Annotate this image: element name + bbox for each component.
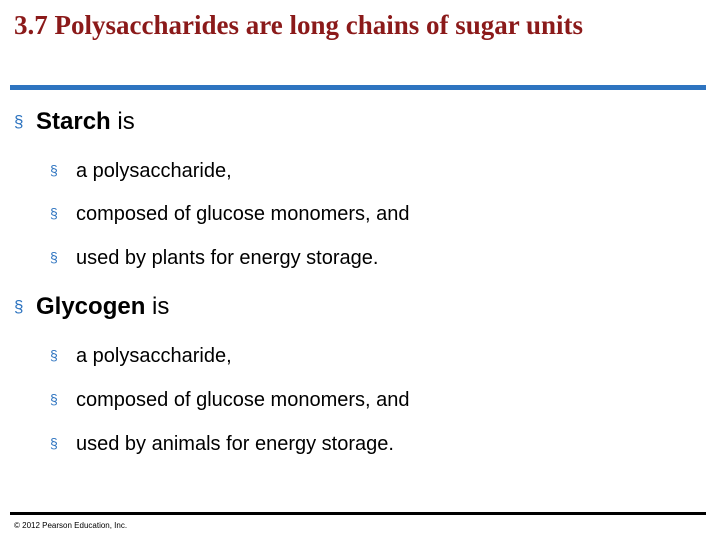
copyright-notice: © 2012 Pearson Education, Inc. (14, 521, 128, 530)
bullet-icon: § (50, 391, 58, 407)
term-starch: Starch (36, 108, 111, 135)
sub-bullet-glycogen-1 (50, 345, 232, 368)
term-suffix: is (110, 108, 135, 135)
bullet-icon: § (50, 205, 58, 221)
sub-bullet-text: used by plants for energy storage. (76, 247, 379, 269)
sub-bullet-glycogen-2 (50, 389, 410, 412)
bullet-icon: § (14, 297, 24, 316)
footer-divider (10, 512, 706, 515)
sub-bullet-text: a polysaccharide, (76, 160, 232, 182)
sub-bullet-text: composed of glucose monomers, and (76, 203, 410, 225)
term-suffix: is (145, 293, 170, 320)
bullet-starch (14, 108, 135, 136)
sub-bullet-text: a polysaccharide, (76, 345, 232, 367)
bullet-glycogen (14, 293, 169, 321)
sub-bullet-starch-3 (50, 247, 378, 270)
sub-bullet-text: composed of glucose monomers, and (76, 389, 410, 411)
bullet-icon: § (14, 112, 24, 131)
bullet-icon: § (50, 347, 58, 363)
title-divider (10, 85, 706, 90)
slide-title: 3.7 Polysaccharides are long chains of sugar units (14, 10, 584, 40)
sub-bullet-text: used by animals for energy storage. (76, 433, 394, 455)
bullet-icon: § (50, 435, 58, 451)
term-glycogen: Glycogen (36, 293, 146, 320)
sub-bullet-starch-1 (50, 160, 232, 183)
bullet-icon: § (50, 249, 58, 265)
sub-bullet-starch-2 (50, 203, 410, 226)
sub-bullet-glycogen-3 (50, 433, 394, 456)
bullet-icon: § (50, 162, 58, 178)
